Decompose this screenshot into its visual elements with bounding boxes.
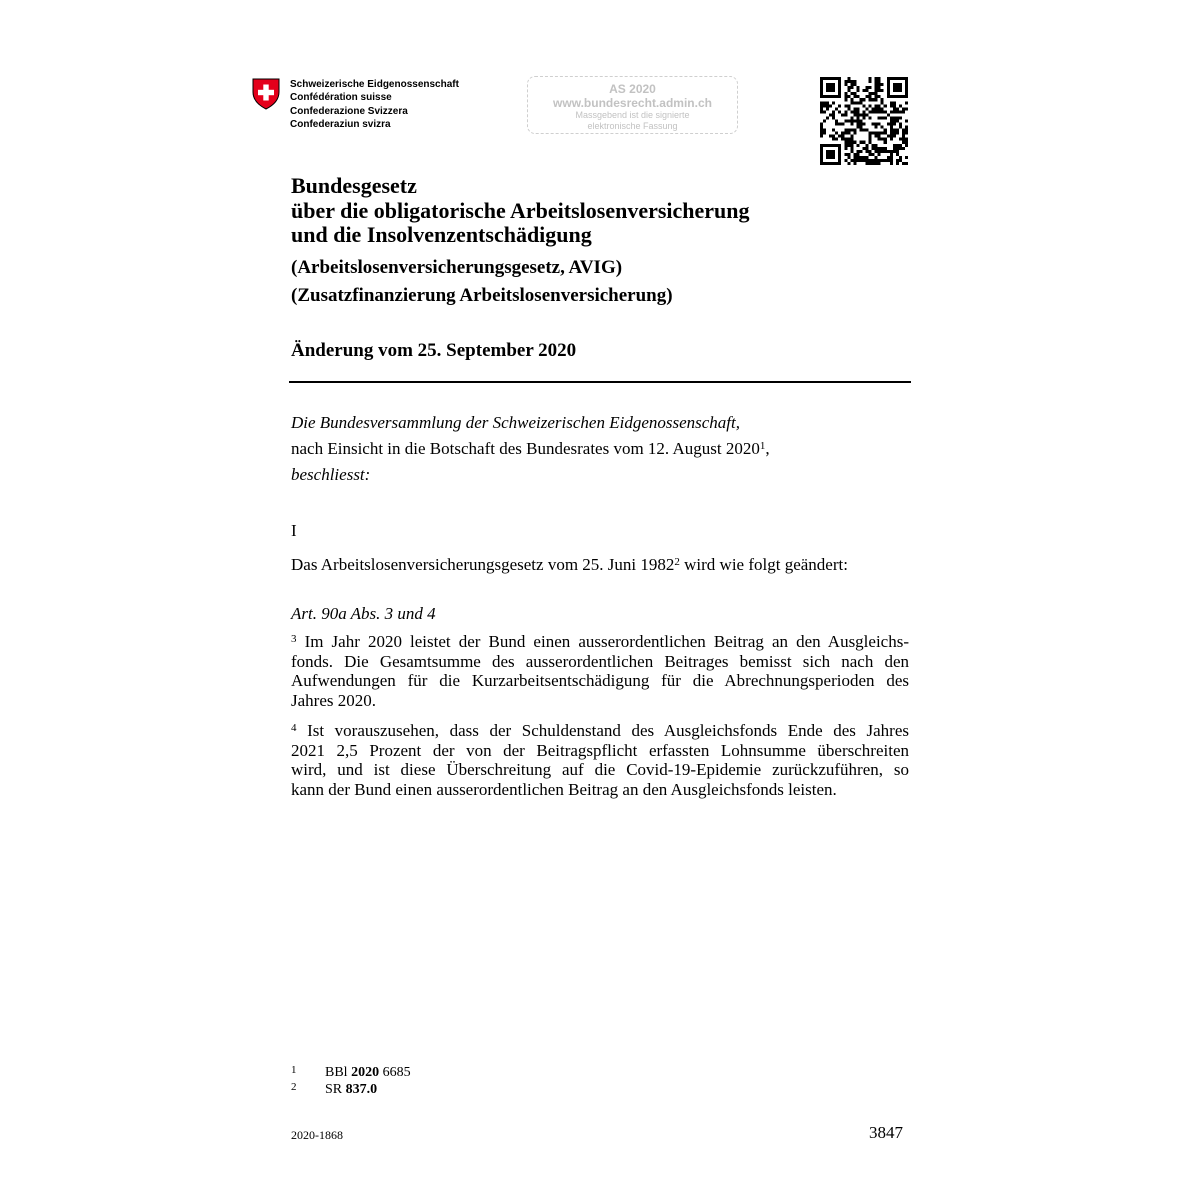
paragraph-3-line <box>291 632 909 652</box>
paragraph-4-line: kann der Bund einen ausserordentlichen Beitrag an den Ausgleichsfonds leisten. <box>291 779 837 799</box>
confederation-name-de: Schweizerische Eidgenossenschaft <box>290 79 459 90</box>
confederation-name-it: Confederazione Svizzera <box>290 105 408 117</box>
paragraph-3 <box>291 632 909 710</box>
law-title-line1: Bundesgesetz <box>291 173 417 198</box>
confederation-names <box>290 78 459 131</box>
preamble-considering-text: nach Einsicht in die Botschaft des Bundesrates vom 12. August 2020 <box>291 439 760 458</box>
footnote-prefix: SR <box>325 1082 346 1097</box>
page-number: 3847 <box>869 1123 903 1142</box>
law-subject: (Zusatzfinanzierung Arbeitslosenversicherung) <box>291 285 673 306</box>
paragraph-4-line: 2021 2,5 Prozent der von der Beitragspflicht erfassten Lohnsumme überschreiten <box>291 740 909 760</box>
paragraph-number: 4 <box>291 722 297 734</box>
paragraph-4-line1-text: Ist vorauszusehen, dass der Schuldenstand des Ausgleichsfonds Ende des Jahres <box>296 721 909 740</box>
footnote-number: 2 <box>291 1081 297 1093</box>
paragraph-3-line: fonds. Die Gesamtsumme des ausserordentlichen Beitrages bemisst sich nach den <box>291 651 909 671</box>
law-subtitle <box>291 254 673 310</box>
paragraph-number: 3 <box>291 633 297 645</box>
stamp-note-line2: elektronische Fassung <box>587 121 678 131</box>
footnote-ref-1[interactable]: 1 <box>759 440 766 452</box>
official-publication-stamp <box>527 76 738 134</box>
preamble-assembly: Die Bundesversammlung der Schweizerischen Eidgenossenschaft, <box>291 413 740 432</box>
law-title-line3: und die Insolvenzentschädigung <box>291 222 592 247</box>
stamp-note-line1: Massgebend ist die signierte <box>575 110 690 120</box>
footnote-prefix: BBl <box>325 1065 352 1080</box>
section-intro-end: wird wie folgt geändert: <box>679 555 848 574</box>
swiss-coat-of-arms-icon <box>252 78 280 110</box>
confederation-name-rm: Confederaziun svizra <box>290 118 391 130</box>
confederation-name-fr: Confédération suisse <box>290 92 392 104</box>
document-number: 2020-1868 <box>291 1128 343 1142</box>
paragraph-4-line: wird, und ist diese Überschreitung auf die Covid-19-Epidemie zurückzuführen, so <box>291 760 909 779</box>
footnote-bold: 837.0 <box>345 1082 378 1097</box>
article-heading: Art. 90a Abs. 3 und 4 <box>291 604 436 623</box>
law-short-title: (Arbeitslosenversicherungsgesetz, AVIG) <box>291 257 623 278</box>
preamble-considering-end: , <box>765 439 770 458</box>
section-numeral: I <box>291 521 297 540</box>
preamble-resolves: beschliesst: <box>291 465 371 484</box>
paragraph-3-line1-text: Im Jahr 2020 leistet der Bund einen ausserordentlichen Beitrag an den Ausgleichs- <box>296 632 909 651</box>
law-title-line2: über die obligatorische Arbeitslosenversicherung <box>291 197 750 223</box>
section-intro-text: Das Arbeitslosenversicherungsgesetz vom 25. Juni 1982 <box>291 555 675 574</box>
stamp-as-number: AS 2020 <box>609 82 656 96</box>
qr-code-icon <box>820 77 908 165</box>
footnote-number: 1 <box>291 1064 297 1076</box>
preamble-considering <box>291 439 770 459</box>
footnote-bold: 2020 <box>351 1065 380 1080</box>
stamp-website: www.bundesrecht.admin.ch <box>553 96 712 110</box>
footnote-ref-2[interactable]: 2 <box>674 556 680 568</box>
paragraph-4 <box>291 721 909 799</box>
paragraph-3-line: Jahres 2020. <box>291 690 376 710</box>
paragraph-3-line: Aufwendungen für die Kurzarbeitsentschädigung für die Abrechnungsperioden des <box>291 671 909 690</box>
amendment-date: Änderung vom 25. September 2020 <box>291 340 577 361</box>
section-intro <box>291 555 848 575</box>
paragraph-4-line <box>291 721 909 741</box>
title-divider <box>289 381 911 383</box>
footnote-suffix: 6685 <box>379 1065 411 1080</box>
footnote-2 <box>291 1079 377 1098</box>
law-title <box>291 174 750 248</box>
